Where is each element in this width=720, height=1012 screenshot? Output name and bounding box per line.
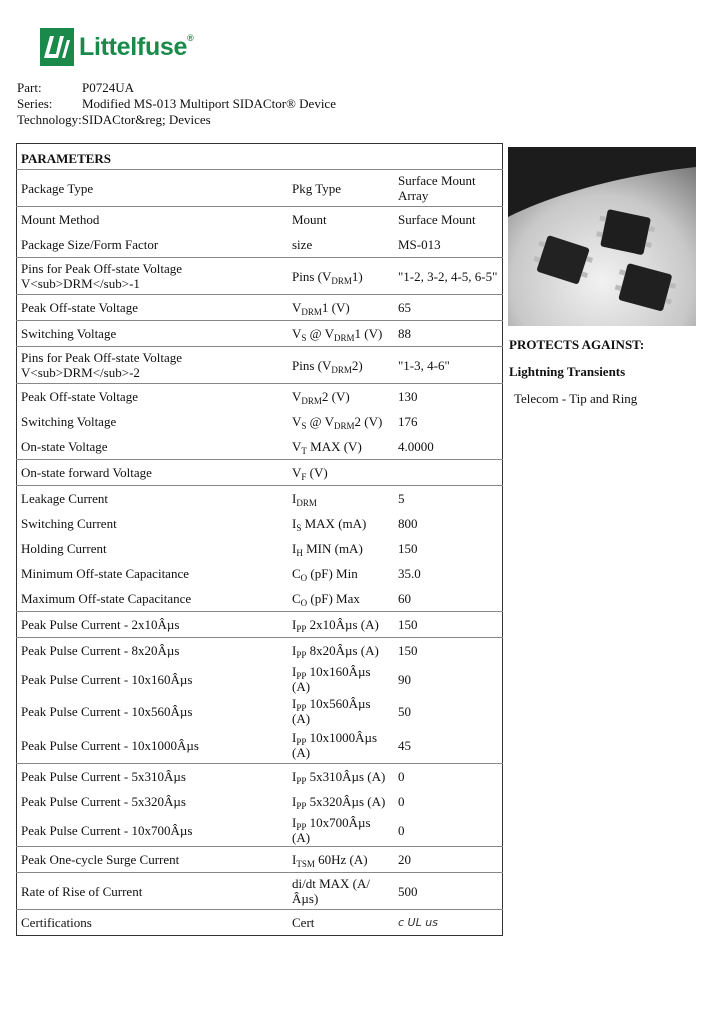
param-symbol: $I_{PP}$ 10x560Âµs (A) [292, 696, 371, 726]
part-info [17, 80, 336, 128]
table-row [17, 409, 503, 434]
param-name: Leakage Current [21, 491, 108, 506]
param-symbol: size [288, 232, 394, 258]
param-symbol: $V_F$ (V) [288, 460, 394, 486]
param-symbol: Cert [292, 915, 315, 930]
brand-name: Littelfuse® [79, 32, 194, 61]
table-row [17, 232, 503, 258]
param-name: Switching Voltage [21, 414, 117, 429]
param-symbol: Mount [292, 212, 327, 227]
param-name: On-state Voltage [17, 434, 289, 460]
param-name: Peak Pulse Current - 5x320Âµs [21, 794, 186, 809]
param-symbol: $V_T$ MAX (V) [288, 434, 394, 460]
table-row [17, 612, 503, 638]
param-name: Switching Voltage [17, 321, 289, 347]
table-header-row [17, 144, 503, 170]
param-value: 0 [394, 814, 503, 847]
param-name: Peak Pulse Current - 8x20Âµs [21, 643, 180, 658]
param-value: 35.0 [398, 566, 421, 581]
param-value: 150 [394, 612, 503, 638]
table-row [17, 170, 503, 207]
param-symbol: $C_O$ (pF) Max [288, 586, 394, 612]
table-row [17, 561, 503, 586]
table-row [17, 536, 503, 561]
param-value: 130 [398, 389, 418, 404]
param-symbol: $V_{DRM}2$ (V) [292, 389, 350, 406]
brand-logo [40, 28, 193, 66]
param-name: Peak Pulse Current - 5x310Âµs [21, 769, 186, 784]
param-name: Peak One-cycle Surge Current [17, 847, 289, 873]
parameters-table [16, 143, 503, 936]
param-name: Peak Pulse Current - 10x560Âµs [21, 703, 193, 719]
param-value: "1-3, 4-6" [394, 347, 503, 384]
param-symbol: Pins $(V_{DRM}2)$ [288, 347, 394, 384]
table-row [17, 207, 503, 233]
param-name: Rate of Rise of Current [17, 873, 289, 910]
table-row [17, 460, 503, 486]
param-name: Peak Pulse Current - 10x700Âµs [17, 814, 289, 847]
param-symbol: Pkg Type [288, 170, 394, 207]
param-symbol: $I_{PP}$ 10x700Âµs (A) [288, 814, 394, 847]
param-symbol: $I_{PP}$ 2x10Âµs (A) [288, 612, 394, 638]
param-name: Package Type [17, 170, 289, 207]
table-row [17, 663, 503, 695]
param-value: 88 [394, 321, 503, 347]
param-value: 0 [398, 769, 405, 784]
param-name: Peak Off-state Voltage [17, 295, 289, 321]
param-name: On-state forward Voltage [17, 460, 289, 486]
ul-cert-mark: c UL us [398, 916, 438, 929]
param-name: Pins for Peak Off-state Voltage V<sub>DRM</sub>-2 [17, 347, 289, 384]
table-row [17, 347, 503, 384]
param-symbol: $I_{PP}$ 10x1000Âµs (A) [288, 727, 394, 764]
table-row [17, 295, 503, 321]
table-row [17, 873, 503, 910]
param-symbol: $I_{DRM}$ [292, 491, 317, 508]
param-value: 90 [398, 671, 411, 687]
param-name: Peak Off-state Voltage [21, 389, 138, 404]
param-name: Mount Method [21, 212, 100, 227]
param-value: 800 [398, 516, 418, 531]
param-value: Surface Mount [398, 212, 476, 227]
table-row [17, 695, 503, 727]
param-value [394, 460, 503, 486]
param-name: Minimum Off-state Capacitance [21, 566, 189, 581]
param-value: 0 [398, 794, 405, 809]
param-value: 50 [398, 703, 411, 719]
param-symbol: $I_S$ MAX (mA) [292, 516, 367, 533]
param-symbol: $I_{PP}$ 5x320Âµs (A) [292, 794, 386, 811]
table-row [17, 638, 503, 664]
littelfuse-logo-icon [40, 28, 74, 66]
product-photo [508, 147, 696, 326]
table-row [17, 586, 503, 612]
protects-against-panel [509, 337, 644, 406]
param-symbol: $V_S$ @ $V_{DRM}2$ (V) [292, 414, 383, 431]
param-symbol: $V_{DRM}1$ (V) [288, 295, 394, 321]
param-symbol: $I_{PP}$ 5x310Âµs (A) [292, 769, 386, 786]
table-row [17, 384, 503, 410]
series-row: Series: Modified MS-013 Multiport SIDACtor® Device [17, 96, 336, 111]
param-value: 4.0000 [394, 434, 503, 460]
table-row [17, 258, 503, 295]
protects-title: PROTECTS AGAINST: [509, 337, 645, 352]
param-symbol: $I_{TSM}$ 60Hz (A) [288, 847, 394, 873]
protects-category: Lightning Transients [509, 364, 626, 379]
param-name: Holding Current [21, 541, 107, 556]
param-name: Maximum Off-state Capacitance [17, 586, 289, 612]
param-value: 60 [394, 586, 503, 612]
parameters-heading: PARAMETERS [17, 144, 503, 170]
param-symbol: $V_S$ @ $V_{DRM}1$ (V) [288, 321, 394, 347]
part-row: Part: P0724UA [17, 80, 135, 95]
param-symbol: $I_H$ MIN (mA) [292, 541, 363, 558]
param-value: 150 [398, 541, 418, 556]
table-row [17, 764, 503, 790]
param-value: 150 [398, 643, 418, 658]
param-name: Pins for Peak Off-state Voltage V<sub>DRM</sub>-1 [17, 258, 289, 295]
technology-row: Technology: SIDACtor&reg; Devices [17, 112, 211, 127]
param-value: MS-013 [394, 232, 503, 258]
param-value: 500 [394, 873, 503, 910]
param-symbol: $C_O$ (pF) Min [292, 566, 358, 583]
table-row [17, 321, 503, 347]
table-row [17, 910, 503, 936]
param-value: 65 [394, 295, 503, 321]
param-value: 5 [398, 491, 405, 506]
table-row [17, 486, 503, 512]
param-symbol: $I_{PP}$ 8x20Âµs (A) [292, 643, 379, 660]
table-row [17, 814, 503, 847]
param-name: Peak Pulse Current - 10x160Âµs [21, 671, 193, 687]
protects-item: Telecom - Tip and Ring [514, 391, 638, 406]
param-symbol: $I_{PP}$ 10x160Âµs (A) [292, 664, 371, 694]
table-row [17, 434, 503, 460]
param-name: Peak Pulse Current - 10x1000Âµs [17, 727, 289, 764]
param-name: Switching Current [21, 516, 117, 531]
param-symbol: di/dt MAX (A/Âµs) [288, 873, 394, 910]
param-name: Peak Pulse Current - 2x10Âµs [17, 612, 289, 638]
param-value: 176 [398, 414, 418, 429]
param-value: 20 [394, 847, 503, 873]
table-row [17, 789, 503, 814]
param-value: Surface Mount Array [394, 170, 503, 207]
table-row [17, 727, 503, 764]
param-name: Package Size/Form Factor [17, 232, 289, 258]
param-symbol: Pins $(V_{DRM}1)$ [288, 258, 394, 295]
param-value: "1-2, 3-2, 4-5, 6-5" [394, 258, 503, 295]
param-name: Certifications [21, 915, 92, 930]
param-value: 45 [394, 727, 503, 764]
table-row [17, 511, 503, 536]
table-row [17, 847, 503, 873]
